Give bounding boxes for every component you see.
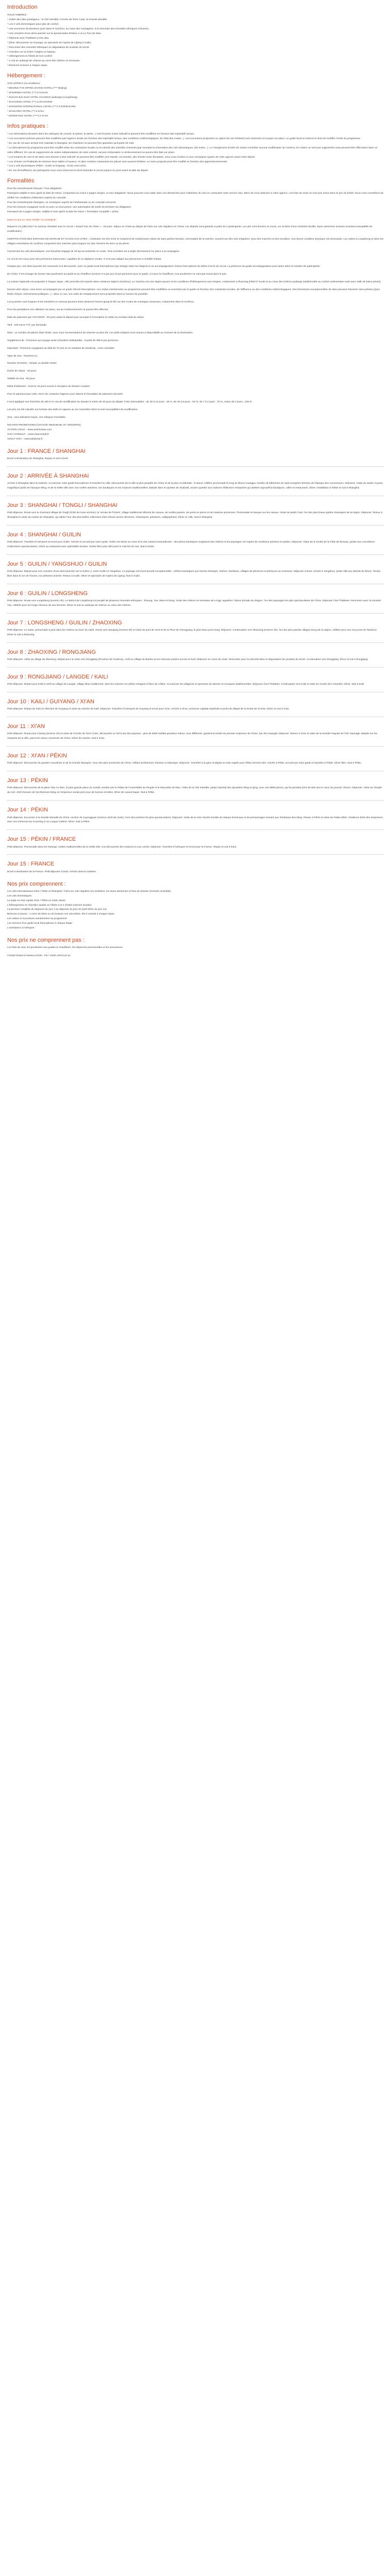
day-text: Petit déjeuner. Promenade dans les hutongs, ruelles traditionnelles de la vieille ville, à la découverte des maisons à cour carrée. Déjeuner. Transfert à l'aéroport et envol pour la France. Repas et nuit à bord. bbox=[7, 845, 237, 849]
visa-list bbox=[7, 187, 384, 215]
intro-line: * Boissons incluses à chaque repas. bbox=[7, 64, 48, 67]
contact-link[interactable]: ACTION VISAS – www.actionvisas.com bbox=[7, 428, 52, 431]
day-text: Petit déjeuner. Route vers le charmant village de Tongli (1h30 de route environ), la 'Venise de l'Orient', village traditionnel sillonné de canaux, de ruelles pavées, de ponts en pierre et de maisons anciennes. Promenade en barque sur les canaux. Visite du jardin Tuisi, l'un des plus beaux jardins classiques de la région. Déjeuner. Retour à Shanghai et visite du musée de Shanghai, qui abrite l'une des plus belles collections d'art chinois ancien (bronzes, céramiques, peintures, calligraphies). Dîner en ville. Nuit à Shanghai. bbox=[7, 511, 383, 519]
divider bbox=[7, 554, 384, 555]
notes-paragraph: Chaque jour, une demi-journée est consacrée à la découverte, avec un guide local francophone (qui change selon les étapes) et un accompagnateur chinois francophone du début à la fin du circuit. La présence du guide accompagnateur peut varier selon le nombre de participants. bbox=[7, 265, 321, 268]
practical-line: * Les horaires de vols et de trains sont donnés à titre indicatif. Ils peuvent être modifiés (vol retardé, vol annulé), afin d'éviter toute déception, nous vous invitons à vous renseigner auprès de votre agence avant votre départ. bbox=[7, 156, 256, 159]
contact-link[interactable]: ADULT VISA – www.adultvisa.fr bbox=[7, 437, 43, 440]
contact-link[interactable]: VISA CONSULT – www.visaconsult.fr bbox=[7, 433, 49, 436]
visa-line: Passeport de 2 pages vierges, valable 6 mois après la date de retour + formulaire complété + photo. bbox=[7, 211, 119, 214]
includes-line: Le trajet en train rapide Xi'an / Pékin en 2nde classe bbox=[7, 899, 66, 902]
notes-paragraph: En Chine, il est d'usage de donner des pourboires au guide et au chauffeur (environ 3 € par jour et par personne pour le guide, 2 € pour le chauffeur). Ces pourboires ne sont pas inclus dans le prix. bbox=[7, 273, 227, 276]
notes2-line: Tarif : 100 euros TTC par demande. bbox=[7, 324, 47, 327]
divider bbox=[7, 525, 384, 526]
intro-line: * Croisière sur la rivière Yangtze en bateau. bbox=[7, 50, 56, 54]
day-heading: Jour 14 : PÉKIN bbox=[7, 807, 48, 814]
visa-heading: Formalités bbox=[7, 178, 35, 184]
intro-line: * Visiter des sites prestigieux : la Cité Interdite, l'Armée de Terre Cuite, la Grande Muraille. bbox=[7, 19, 108, 22]
intro-line: * Une excursion de plusieurs jours dans le Guizhou, au cœur des montagnes, à la rencontre des minorités ethniques chinoises. bbox=[7, 27, 150, 30]
notes-paragraph: Pour les prestations non utilisées sur place, aucun remboursement ne pourra être effectué. bbox=[7, 309, 109, 311]
intro-line: * Une croisière d'une demi-journée sur la spectaculaire Rivière Li et La Tour de Wan. bbox=[7, 32, 102, 35]
day-text: Envol à destination de Shanghai. Repas et nuit à bord. bbox=[7, 457, 69, 460]
day-text: Envol à destination de la France. Petit déjeuner à bord. Arrivée dans la matinée. bbox=[7, 870, 97, 873]
notes2-line: Les prix ont été calculés sur la base des tarifs en vigueur au 1er novembre 2016 et sont susceptibles de modification. bbox=[7, 408, 138, 411]
hotel-line: * BEIJING FAN XIPING ZHANG HOTEL (**** Beijing) bbox=[7, 87, 67, 90]
includes-line: L'assistance à l'aéroport bbox=[7, 927, 35, 930]
day-text: Petit déjeuner. Le matin, promenade à pied dans les rizières au lever du soleil. Route vers Sanjiang (environ 3h) et visite du pont du Vent et de la Pluie de Chengyang, le plus beau pont Dong. Déjeuner. Continuation vers Zhaoxing (environ 3h), l'un des plus grands villages Dong de la région, célèbre pour ses cinq tours du Tambour. Dîner et nuit à Zhaoxing. bbox=[7, 629, 378, 636]
hotel-line: * ZHONGBAI HOTEL (***) à GUILIN bbox=[7, 92, 48, 95]
excludes-heading: Nos prix ne comprennent pas : bbox=[7, 937, 85, 944]
day-text: Petit déjeuner. Visite du village de Zhaoxing. Départ pour la route vers Rongjiang (Province de Guizhou). Arrêt au village de Basha où les hommes portent encore le fusil. Déjeuner en cours de route. Rencontre avec la minorité Miao et dégustation de produits du terroir. Continuation vers Rongjiang. Dîner et nuit à Rongjiang. bbox=[7, 658, 369, 661]
notes-paragraph: Durant votre séjour, vous serez accompagné par un guide chinois francophone. Les visites mentionnées au programme peuvent être modifiées ou inversées par le guide en fonction des contraintes locales, de l'affluence ou des conditions météorologiques. Des fermetures exceptionnelles de sites peuvent intervenir sans préavis (jours fériés chinois, évènements politiques...) ; dans ce cas, une visite de remplacement sera proposée dans la mesure du possible. bbox=[7, 289, 380, 296]
practical-line: * En cas de vol avec arrivée très matinale à Shanghai, les chambres ne peuvent être garanties qu'à partir de midi. bbox=[7, 142, 135, 145]
day-heading: Jour 15 : PÉKIN / FRANCE bbox=[7, 836, 76, 843]
notes2-block bbox=[7, 316, 384, 420]
notes2-line: Type de visa : Tourisme (L) bbox=[7, 354, 38, 358]
day-text: Petit déjeuner. Départ pour une croisière d'une demi-journée sur la rivière Li, entre Guilin et Yangshuo. Le paysage est d'une beauté exceptionnelle : collines karstiques aux formes étranges, rizières, bambous, villages de pêcheurs et pêcheurs au cormoran. Déjeuner à bord. Arrivée à Yangshuo, petite ville aux abords du fleuve. Temps libre dans la rue de l'Ouest, rue piétonne animée. Retour à Guilin. Dîner et spectacle de l'opéra de Lijiang. Nuit à Guilin. bbox=[7, 570, 381, 578]
day-text: Petit déjeuner. Départ de Kaili en direction de Guiyang et visite du marché de Kaili. Déjeuner. Transfert à l'aéroport de Guiyang et envol pour Xi'an. Arrivée à Xi'an, ancienne capitale impériale et point de départ de la Route de la Soie. Dîner et nuit à Xi'an. bbox=[7, 708, 290, 711]
day-heading: Jour 8 : ZHAOXING / RONGJIANG bbox=[7, 649, 96, 655]
day-heading: Jour 12 : XI'AN / PÉKIN bbox=[7, 753, 67, 759]
includes-line: L'hébergement en chambre double en hôtels 3 et 4 étoiles (normes locales) bbox=[7, 904, 92, 907]
hotel-line: * DONGFANG HOTEL (****) à XI'AN bbox=[7, 114, 48, 117]
practical-line: * Le déroulement du programme peut être modifié selon les contraintes locales ou la volonté des autorités chinoises (par exemple la réservation des vols domestiques, des trains...). Le changement d'ordre de visites n'entraîne aucune modification du contenu, les visites ne sont pas supprimées mais peuvent être effectuées dans un ordre différent. En cas de suppression de visites indépendantes de notre volonté, aucune réclamation ni remboursement ne pourra être faits sur place. bbox=[7, 146, 378, 154]
notes2-line: Pour le paiement par carte, merci de contacter l'agence pour obtenir le formulaire de paiement sécurisé. bbox=[7, 393, 123, 396]
contacts-block bbox=[7, 423, 384, 442]
practical-line: * Les excursions prévues peuvent être modifiées par l'agence locale (en fonction des impératifs locaux, des conditions météorologiques, de l'état des routes...). Les excursions proposées en option (le cas échéant) sont réservées et à payer sur place. Le guide local se réserve le droit de modifier l'ordre du programme. bbox=[7, 137, 361, 140]
intro-line: * Déjeuner avec l'habitant à Cha Jiao. bbox=[7, 37, 50, 40]
includes-line: Boissons incluses : 1 verre de bière ou de boisson non alcoolisée, thé à volonté à chaque repas bbox=[7, 913, 115, 916]
day-heading: Jour 2 : ARRIVÉE À SHANGHAI bbox=[7, 472, 89, 479]
day-heading: Jour 11 : XI'AN bbox=[7, 723, 45, 730]
notes2-line: Supplément de : Personne qui voyage seule (chambre individuelle) : à partir de 395 € par personne. bbox=[7, 339, 119, 342]
notes2-line: Validité du visa : 90 jours bbox=[7, 378, 36, 381]
footer-text: CONDITIONS D'ANNULATION : FR / VOIR ARTICLE 61 bbox=[7, 955, 71, 958]
practical-line: * En cas d'insuffisance de participants nous nous réservons le droit d'annuler le circuit jusqu'à 21 jours avant la date de départ. bbox=[7, 170, 149, 173]
notes2-line: Délai d'obtention : environ 15 jours ouvrés à réception du dossier complet. bbox=[7, 385, 90, 388]
day-text: Petit déjeuner. Route vers Longsheng (environ 3h). Le district de Longsheng est peuplé de plusieurs minorités ethniques : Zhuang, Yao, Miao et Dong. Visite des rizières en terrasses de Longji, appelées 'l'épine dorsale du dragon', l'un des paysages les plus spectaculaires de Chine. Déjeuner chez l'habitant. Rencontre avec la minorité Yao, célèbre pour les longs cheveux de ses femmes. Dîner et nuit en auberge de charme au cœur des rizières. bbox=[7, 599, 381, 607]
includes-line: Les vols internationaux Paris / Pékin et Shanghai / Paris sur vols réguliers (ou similaire), les taxes aériennes et frais de dossier (montant révisable) bbox=[7, 890, 171, 893]
accommodation-heading: Hébergement : bbox=[7, 73, 46, 79]
visa-line: Pour les ressortissants étrangers, se renseigner auprès de l'ambassade ou du consulat concerné. bbox=[7, 201, 117, 205]
notes2-line: Durée de séjour : 30 jours bbox=[7, 370, 37, 373]
intro-line: * Rencontre des minorités ethniques en dégustation de produits du terroir. bbox=[7, 46, 90, 49]
divider bbox=[7, 800, 384, 801]
notes-paragraph: Les journées sont longues et les transferts en autocar peuvent durer plusieurs heures (jusqu'à 6h) sur des routes de montagne sinueuses, notamment dans le Guizhou. bbox=[7, 301, 194, 304]
notes-paragraph: Concernant les vols domestiques, une franchise bagage de 20 kg est autorisée en soute. Tout excédent est à régler directement sur place à la compagnie. bbox=[7, 250, 180, 253]
visa-line: Pour les mineurs voyageant seuls ou avec un seul parent, une autorisation de sortie du territoire est obligatoire. bbox=[7, 206, 132, 209]
intro-line: * Hébergement en hôtels de bon confort bbox=[7, 55, 52, 58]
day-heading: Jour 6 : GUILIN / LONGSHENG bbox=[7, 590, 88, 597]
notes-paragraph: CERTIFICATION DES ESPACES DE MARCHE ET ACCÈS AUX SITES : L'itinéraire est très riche et comprend de nombreuses visites de sites parfois étendus, nécessitant de la marche, souvent sur des sols irréguliers, avec des marches et des escaliers. Une bonne condition physique est nécessaire. Les visites à Longsheng et dans les villages minoritaires du Guizhou comportent des marches plus longues sur des chemins de terre ou de pierre. bbox=[7, 238, 384, 245]
hotel-line: * SHANGPIN INTERNATIONAL HOTEL (****) à RONGJIANG bbox=[7, 106, 76, 109]
includes-line: Les services d'un guide local francophone à chaque étape bbox=[7, 922, 73, 925]
day-text: Arrivée à Shanghai dans la matinée. Accueil par votre guide francophone et transfert en ville. Découverte de la ville la plus peuplée de Chine et de la plus occidentale : le Bund, célèbre promenade le long du fleuve Huangpu, bordée de bâtiments de style européen témoins de l'époque des concessions. Déjeuner. Visite du Jardin Yuyuan, magnifique jardin de l'époque Ming, et de la vieille ville avec ses ruelles animées, ses boutiques et ses maisons traditionnelles. Balade dans le quartier de Xintiandi, ancien quartier aux maisons Shikumen restaurées qui abritent aujourd'hui boutiques, cafés et restaurants. Dîner. Installation à l'hôtel et nuit à Shanghai. bbox=[7, 482, 384, 489]
notes2-line: Nombre d'entrées : Simple ou double entrée bbox=[7, 362, 57, 365]
day-heading: Jour 9 : RONGJIANG / LANGDE / KAILI bbox=[7, 673, 108, 680]
includes-line: Les visites et excursions mentionnées au programme bbox=[7, 918, 67, 921]
divider bbox=[7, 642, 384, 643]
includes-list bbox=[7, 890, 384, 931]
practical-line: * Les 2 vols domestiques (Pékin - Guilin et Guiyang - Xi'an) sont inclus. bbox=[7, 165, 87, 168]
divider bbox=[7, 829, 384, 830]
practical-heading: Infos pratiques : bbox=[7, 123, 48, 129]
notes2-line: Visa : visa individuel requis, voir rubrique Formalités. bbox=[7, 416, 67, 419]
hotel-line: * ZHAOXING HOTEL (***) à ZHAOXING bbox=[7, 101, 53, 104]
excludes-line: Les frais de visa, les pourboires aux guides et chauffeurs, les dépenses personnelles et les assurances. bbox=[7, 946, 123, 950]
day-heading: Jour 1 : FRANCE / SHANGHAI bbox=[7, 448, 86, 454]
practical-line: * Les Chinois ont l'habitude de réserver leurs tables à l'avance, et dans certains restaurants les places sont souvent limitées. Le menu proposé peut être modifié en fonction des approvisionnements. bbox=[7, 160, 228, 163]
notes-paragraph: La cuisine régionale est proposée à chaque repas ; elle peut être très épicée dans certaines régions (Guizhou). Le Guizhou est une région pauvre et les conditions d'hébergement sont simples, notamment à Zhaoxing (hôtel 3* local) et au cœur des rizières (auberge traditionnelle au confort rudimentaire mais avec salle de bains privée). bbox=[7, 281, 382, 284]
intro-line: * Les 2 vols domestiques pour plus de confort. bbox=[7, 23, 59, 26]
notes-block bbox=[7, 225, 384, 313]
hotel-line: VOS HÔTELS (ou similaires) : bbox=[7, 82, 41, 86]
day-text: Petit déjeuner. Excursion à la Grande Muraille de Chine, section de Juyongguan (environ 1h30 de route), l'une des portions les plus spectaculaires. Déjeuner. Visite de la Voie Sacrée bordée de statues d'animaux et de personnages menant aux Tombeaux des Ming. Retour à Pékin et visite du Palais d'Été, résidence d'été des empereurs, avec son immense lac Kunming et sa Longue Galerie. Dîner. Nuit à Pékin. bbox=[7, 816, 384, 824]
hotel-line: * ZHAILONG HOTEL (**) à KAILI bbox=[7, 110, 44, 113]
itinerary bbox=[7, 448, 384, 875]
notes2-line: Note : Le nombre de places étant limité, nous vous recommandons de réserver au plus tôt. Les tarifs indiqués sont soumis à disponibilité au moment de la réservation. bbox=[7, 331, 193, 334]
day-text: Petit déjeuner. Route pour Lintong (environ 1h) et visite de l'Armée de Terre Cuite, découverte en 1974 par des paysans : plus de 6000 soldats grandeur nature, tous différents, gardent la tombe du premier empereur de Chine, Qin Shi Huangdi. Déjeuner. Retour à Xi'an et visite de la Grande Pagode de l'Oie Sauvage. Balade sur les remparts de la ville, parmi les mieux conservés de Chine. Dîner de raviolis. Nuit à Xi'an. bbox=[7, 733, 378, 740]
day-text: Petit déjeuner. Découverte du quartier musulman et de la Grande Mosquée, l'une des plus anciennes de Chine, mêlant architecture chinoise et islamique. Déjeuner. Transfert à la gare et départ en train rapide pour Pékin (environ 5h). Arrivée à Pékin, accueil par votre guide et transfert à l'hôtel. Dîner libre. Nuit à Pékin. bbox=[7, 762, 362, 765]
divider bbox=[7, 667, 384, 668]
day-heading: Jour 4 : SHANGHAI / GUILIN bbox=[7, 531, 82, 538]
includes-line: La pension complète du déjeuner du jour 2 au déjeuner du jour 15 (sauf dîner du jour 12) bbox=[7, 908, 107, 911]
intro-line: * 1 nuit en auberge de charme au cœur des rizières en terrasses. bbox=[7, 60, 80, 63]
notes2-line: Important : Personne voyageant au-delà de 70 ans ou en situation de handicap : nous consulter. bbox=[7, 347, 115, 350]
day-heading: Jour 7 : LONGSHENG / GUILIN / ZHAOXING bbox=[7, 619, 122, 626]
notes2-line: Il sera appliqué une franchise de 150 € en cas de modification du dossier à moins de 30 jours du départ. Frais d'annulation : de 30 à 21 jours : 25 %, de 20 à 8 jours : 50 %, de 7 à 2 jours : 75 %, moins de 2 jours : 100 %. bbox=[7, 401, 253, 404]
intro-line: VOUS AIMEREZ : bbox=[7, 14, 28, 17]
day-heading: Jour 3 : SHANGHAI / TONGLI / SHANGHAI bbox=[7, 502, 118, 509]
day-heading: Jour 5 : GUILIN / YANGSHUO / GUILIN bbox=[7, 561, 107, 567]
hotel-line: * ZHAIJIA BAI GUO HOTEL GUANGXI (auberge) (Longsheng) bbox=[7, 96, 77, 99]
contact-line: NGUYEN PROMOTIONS (VOYAGE INDIVIDUEL ET GROUPES) bbox=[7, 423, 81, 427]
practical-line: * Les informations données dans les rubriques (le conseil, la saison, la durée...) sont fournies à titre indicatif et peuvent être modifiées en fonction des impératifs locaux. bbox=[7, 133, 195, 135]
day-text: Petit déjeuner. Transfert à l'aéroport et envol pour Guilin. Arrivée et accueil par votre guide. Guilin est située au cœur d'un site naturel extraordinaire : des pitons karstiques surgissent des rizières et les paysages ont inspiré de nombreux peintres et poètes. Déjeuner. Visite de la Grotte de la Flûte de Roseau, grotte aux concrétions multicolores spectaculaires. Dîner au restaurant avec spécialités locales. Soirée libre pour découvrir le marché de nuit. Nuit à Guilin. bbox=[7, 540, 375, 548]
visa-line: Pour les ressortissants français / Visa obligatoire : bbox=[7, 188, 63, 191]
divider bbox=[7, 613, 384, 614]
day-text: Petit déjeuner. Découverte de la place Tian An Men, la plus grande place du monde, bordée par le Palais de l'Assemblée du Peuple et le Mausolée de Mao. Visite de la Cité Interdite, palais impérial des dynasties Ming et Qing, avec ses 9999 pièces, qui fut pendant près de 500 ans le cœur du pouvoir chinois. Déjeuner. Visite du Temple du Ciel, chef-d'œuvre de l'architecture Ming où l'empereur venait prier pour de bonnes récoltes. Dîner de canard laqué. Nuit à Pékin. bbox=[7, 787, 382, 794]
includes-heading: Nos prix comprennent : bbox=[7, 880, 66, 887]
notes-paragraph: Départ le 14 juillet 2017 en autocar climatisé avec le circuit « Grand Tour de Chine » : 16 jours. Séjour en Chine au départ de Paris sur vols réguliers Air China. Les départs sont garantis à partir de 2 participants. Les prix sont donnés en euros, sur la base d'une chambre double, taxes aériennes incluses (montant susceptible de modification). bbox=[7, 225, 372, 233]
day-heading: Jour 13 : PÉKIN bbox=[7, 777, 48, 784]
includes-line: Les vols domestiques bbox=[7, 894, 32, 897]
accommodation-list bbox=[7, 82, 384, 118]
excludes-list bbox=[7, 946, 384, 951]
page bbox=[0, 0, 391, 959]
notes-paragraph: Ce circuit est conçu pour des personnes autonomes, capables de se déplacer seules. Il n'est pas adapté aux personnes à mobilité réduite. bbox=[7, 258, 162, 261]
day-heading: Jour 15 : FRANCE bbox=[7, 861, 55, 868]
practical-list bbox=[7, 132, 384, 174]
notes2-line: Date de paiement par VOYAMAR : 30 jours avant le départ pour acompte à l'inscription et solde du montant total du séjour. bbox=[7, 316, 144, 319]
intro-line: * Dîner 'découverte' au Guangxi, au spectacle de l'opéra de Lijiang à Guilin. bbox=[7, 41, 92, 44]
visa-line: Passeport valable 6 mois après la date de retour, comportant au moins 2 pages vierges, et visa obligatoire. Nous pouvons vous aider dans vos démarches pour l'obtention du visa en contactant notre service visa. Merci de vous adresser à votre agence. Les frais de visas ne sont pas inclus dans le prix du forfait. Nous vous conseillons de vérifier les conditions d'obtention auprès du consulat. bbox=[7, 192, 384, 200]
divider bbox=[7, 466, 384, 467]
notes-heading: Dates et prix en VISA-SOME "CLASSIQUE" bbox=[7, 219, 57, 222]
day-text: Petit déjeuner. Départ pour Kaili et arrêt au village de Langde, village Miao traditionnel, dont les maisons sur pilotis s'étagent à flanc de colline. Accueil par les villageois et spectacle de danses et musiques traditionnelles. Déjeuner chez l'habitant. Continuation vers Kaili et visite du musée des minorités. Dîner. Nuit à Kaili. bbox=[7, 683, 365, 686]
divider bbox=[7, 746, 384, 747]
intro-heading: Introduction bbox=[7, 4, 38, 10]
day-heading: Jour 10 : KAILI / GUIYANG / XI'AN bbox=[7, 699, 94, 705]
divider bbox=[7, 854, 384, 855]
intro-list bbox=[7, 13, 384, 69]
